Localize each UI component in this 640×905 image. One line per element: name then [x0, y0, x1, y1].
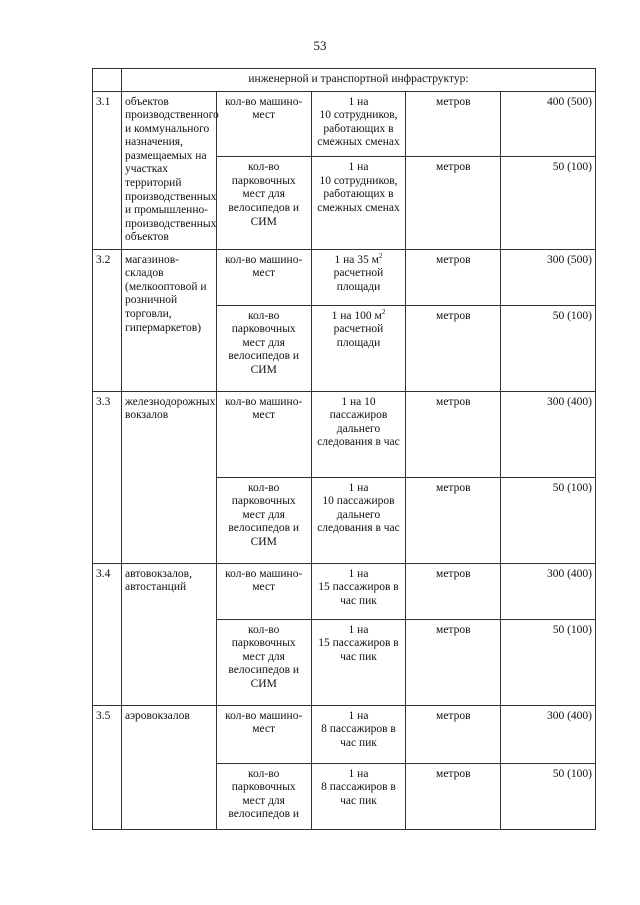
norm-cell	[311, 249, 406, 305]
value-cell: 50 (100)	[501, 763, 596, 829]
norm-rest: 10 сотрудников, работающих в смежных сменах	[317, 109, 400, 149]
norm-cell	[311, 705, 406, 763]
norm-rest: 10 пассажиров дальнего следования в час	[317, 495, 400, 535]
value-cell: 50 (100)	[501, 305, 596, 391]
table-row	[93, 705, 596, 763]
norm-cell	[311, 563, 406, 619]
norm-main: 1 на 100 м	[331, 309, 382, 322]
table-row	[93, 391, 596, 477]
table-row	[93, 91, 596, 157]
norm-rest: дальнего следования в час	[317, 422, 400, 449]
indicator-cell: кол-во машино-мест	[216, 249, 311, 305]
unit-cell: метров	[406, 619, 501, 705]
norm-main: 1 на 35 м	[334, 253, 379, 266]
value-cell: 50 (100)	[501, 157, 596, 249]
norm-main: 1 на	[348, 623, 369, 636]
object-name: объектов производственного и коммунального назначения, размещаемых на участках территорий производственных и промышленно-производственных объектов	[122, 91, 217, 249]
value-cell: 50 (100)	[501, 619, 596, 705]
norm-cell	[311, 91, 406, 157]
table-body	[93, 69, 596, 830]
page-number: 53	[313, 38, 327, 53]
table-header-row	[93, 69, 596, 92]
table-row	[93, 563, 596, 619]
object-name: железнодорожных вокзалов	[122, 391, 217, 563]
indicator-cell: кол-во парковочных мест для велосипедов и СИМ	[216, 157, 311, 249]
indicator-cell: кол-во машино-мест	[216, 563, 311, 619]
norm-main: 1 на	[348, 481, 369, 494]
value-cell: 50 (100)	[501, 477, 596, 563]
norm-main: 1 на 10 пассажиров	[329, 395, 388, 422]
unit-cell: метров	[406, 705, 501, 763]
norm-cell	[311, 391, 406, 477]
value-cell: 300 (400)	[501, 391, 596, 477]
row-number: 3.1	[93, 91, 122, 249]
unit-cell: метров	[406, 477, 501, 563]
norm-cell	[311, 619, 406, 705]
parking-norms-table	[92, 68, 596, 830]
norm-sup: 2	[378, 251, 383, 260]
norm-rest: 8 пассажиров в час пик	[321, 723, 396, 749]
value-cell: 300 (500)	[501, 249, 596, 305]
unit-cell: метров	[406, 157, 501, 249]
norm-main: 1 на	[348, 767, 369, 780]
object-name: магазинов-складов (мелкооптовой и розничной торговли, гипермаркетов)	[122, 249, 217, 391]
norm-rest: расчетной площади	[333, 267, 384, 293]
table-row	[93, 249, 596, 305]
unit-cell: метров	[406, 763, 501, 829]
indicator-cell: кол-во машино-мест	[216, 391, 311, 477]
row-number: 3.3	[93, 391, 122, 563]
unit-cell: метров	[406, 305, 501, 391]
indicator-cell: кол-во парковочных мест для велосипедов и СИМ	[216, 477, 311, 563]
norm-main: 1 на	[348, 709, 369, 722]
norm-cell	[311, 305, 406, 391]
value-cell: 300 (400)	[501, 705, 596, 763]
row-number: 3.4	[93, 563, 122, 705]
indicator-cell: кол-во парковочных мест для велосипедов и	[216, 763, 311, 829]
unit-cell: метров	[406, 91, 501, 157]
norm-rest: 10 сотрудников, работающих в смежных сменах	[317, 174, 400, 214]
norm-rest: расчетной площади	[333, 323, 384, 349]
value-cell: 300 (400)	[501, 563, 596, 619]
indicator-cell: кол-во парковочных мест для велосипедов и СИМ	[216, 619, 311, 705]
indicator-cell: кол-во машино-мест	[216, 91, 311, 157]
indicator-cell: кол-во парковочных мест для велосипедов и СИМ	[216, 305, 311, 391]
unit-cell: метров	[406, 249, 501, 305]
header-num-cell	[93, 69, 122, 92]
unit-cell: метров	[406, 563, 501, 619]
object-name: автовокзалов, автостанций	[122, 563, 217, 705]
indicator-cell: кол-во машино-мест	[216, 705, 311, 763]
norm-cell	[311, 477, 406, 563]
norm-main: 1 на	[348, 161, 369, 174]
norm-main: 1 на	[348, 95, 369, 108]
norm-rest: 8 пассажиров в час пик	[321, 781, 396, 807]
row-number: 3.5	[93, 705, 122, 829]
norm-main: 1 на	[348, 567, 369, 580]
row-number: 3.2	[93, 249, 122, 391]
value-cell: 400 (500)	[501, 91, 596, 157]
norm-rest: 15 пассажиров в час пик	[318, 637, 399, 663]
header-text-cell: инженерной и транспортной инфраструктур:	[122, 69, 596, 92]
unit-cell: метров	[406, 391, 501, 477]
norm-sup: 2	[381, 307, 386, 316]
object-name: аэровокзалов	[122, 705, 217, 829]
norm-cell	[311, 763, 406, 829]
norm-rest: 15 пассажиров в час пик	[318, 581, 399, 607]
norm-cell	[311, 157, 406, 249]
